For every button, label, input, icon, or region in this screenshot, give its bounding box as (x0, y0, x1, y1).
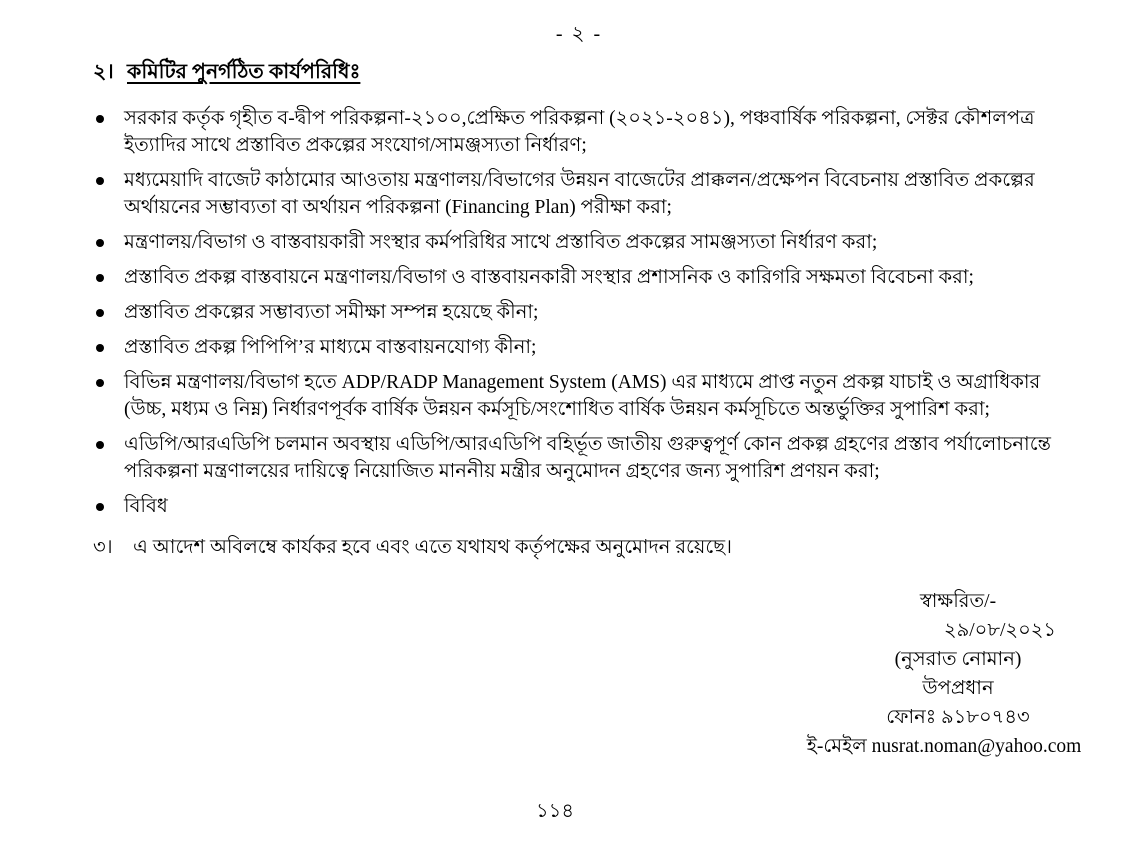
list-item-text: প্রস্তাবিত প্রকল্প বাস্তবায়নে মন্ত্রণালয়/বিভাগ ও বাস্তবায়নকারী সংস্থার প্রশাসনিক ও কারিগরি সক্ষমতা বিবেচনা করা; (124, 267, 974, 288)
list-item (93, 229, 1065, 256)
list-item (93, 299, 1065, 326)
list-item-text: এডিপি/আরএডিপি চলমান অবস্থায় এডিপি/আরএডিপি বহির্ভূত জাতীয় গুরুত্বপূর্ণ কোন প্রকল্প গ্রহণের প্রস্তাব পর্যালোচনান্তে পরিকল্পনা মন্ত্রণালয়ের দায়িত্বে নিয়োজিত মাননীয় মন্ত্রীর অনুমোদন গ্রহণের জন্য সুপারিশ প্রণয়ন করা; (124, 434, 1051, 482)
signatory-phone: ফোনঃ ৯১৮০৭৪৩ (886, 707, 1030, 728)
bullet-icon (96, 503, 104, 511)
footer-page-number: ১১৪ (536, 801, 574, 822)
section-3-text: এ আদেশ অবিলম্বে কার্যকর হবে এবং এতে যথাযথ কর্তৃপক্ষের অনুমোদন রয়েছে। (133, 537, 732, 558)
signature-block (793, 587, 1123, 761)
list-item-text: বিভিন্ন মন্ত্রণালয়/বিভাগ হতে ADP/RADP Management System (AMS) এর মাধ্যমে প্রাপ্ত নতুন প্রকল্প যাচাই ও অগ্রাধিকার (উচ্চ, মধ্যম ও নিম্ন) নির্ধারণপূর্বক বার্ষিক উন্নয়ন কর্মসূচি/সংশোধিত বার্ষিক উন্নয়ন কর্মসূচিতে অন্তর্ভুক্তির সুপারিশ করা; (124, 372, 1041, 420)
email-label: ই-মেইল (806, 736, 867, 757)
signed-label: স্বাক্ষরিত/- (919, 591, 997, 612)
bullet-icon (96, 379, 104, 387)
bullet-icon (96, 274, 104, 282)
list-item (93, 493, 1065, 520)
header-page-number: - ২ - (555, 23, 603, 45)
section-3-row (93, 534, 1065, 561)
email-address: nusrat.noman@yahoo.com (871, 736, 1082, 757)
terms-of-reference-list (93, 105, 1065, 520)
bullet-icon (96, 309, 104, 317)
signatory-designation: উপপ্রধান (922, 678, 994, 699)
list-item (93, 167, 1065, 221)
list-item-text: মধ্যমেয়াদি বাজেট কাঠামোর আওতায় মন্ত্রণালয়/বিভাগের উন্নয়ন বাজেটের প্রাক্কলন/প্রক্ষেপন বিবেচনায় প্রস্তাবিত প্রকল্পের অর্থায়নের সম্ভাব্যতা বা অর্থায়ন পরিকল্পনা (Financing Plan) পরীক্ষা করা; (124, 170, 1035, 218)
section-2-heading-row (93, 58, 1065, 86)
list-item (93, 264, 1065, 291)
bullet-icon (96, 239, 104, 247)
list-item-text: মন্ত্রণালয়/বিভাগ ও বাস্তবায়কারী সংস্থার কর্মপরিধির সাথে প্রস্তাবিত প্রকল্পের সামঞ্জস্যতা নির্ধারণ করা; (124, 232, 878, 253)
bullet-icon (96, 177, 104, 185)
bullet-icon (96, 344, 104, 352)
list-item (93, 431, 1065, 485)
section-3-number: ৩। (93, 537, 113, 558)
list-item (93, 105, 1065, 159)
list-item-text: প্রস্তাবিত প্রকল্পের সম্ভাব্যতা সমীক্ষা সম্পন্ন হয়েছে কীনা; (124, 302, 539, 323)
bullet-icon (96, 441, 104, 449)
list-item-text: বিবিধ (124, 496, 168, 517)
signatory-email-line (779, 732, 1109, 761)
section-2-title: কমিটির পুনর্গঠিত কার্যপরিধিঃ (127, 61, 361, 83)
list-item-text: সরকার কর্তৃক গৃহীত ব-দ্বীপ পরিকল্পনা-২১০০,প্রেক্ষিত পরিকল্পনা (২০২১-২০৪১), পঞ্চবার্ষিক পরিকল্পনা, সেক্টর কৌশলপত্র ইত্যাদির সাথে প্রস্তাবিত প্রকল্পের সংযোগ/সামঞ্জস্যতা নির্ধারণ; (124, 108, 1035, 156)
list-item (93, 334, 1065, 361)
section-2-number: ২। (93, 61, 114, 83)
signatory-name: (নুসরাত নোমান) (894, 649, 1022, 670)
signature-date: ২৯/০৮/২০২১ (943, 620, 1057, 641)
bullet-icon (96, 115, 104, 123)
list-item (93, 369, 1065, 423)
list-item-text: প্রস্তাবিত প্রকল্প পিপিপি’র মাধ্যমে বাস্তবায়নযোগ্য কীনা; (124, 337, 537, 358)
